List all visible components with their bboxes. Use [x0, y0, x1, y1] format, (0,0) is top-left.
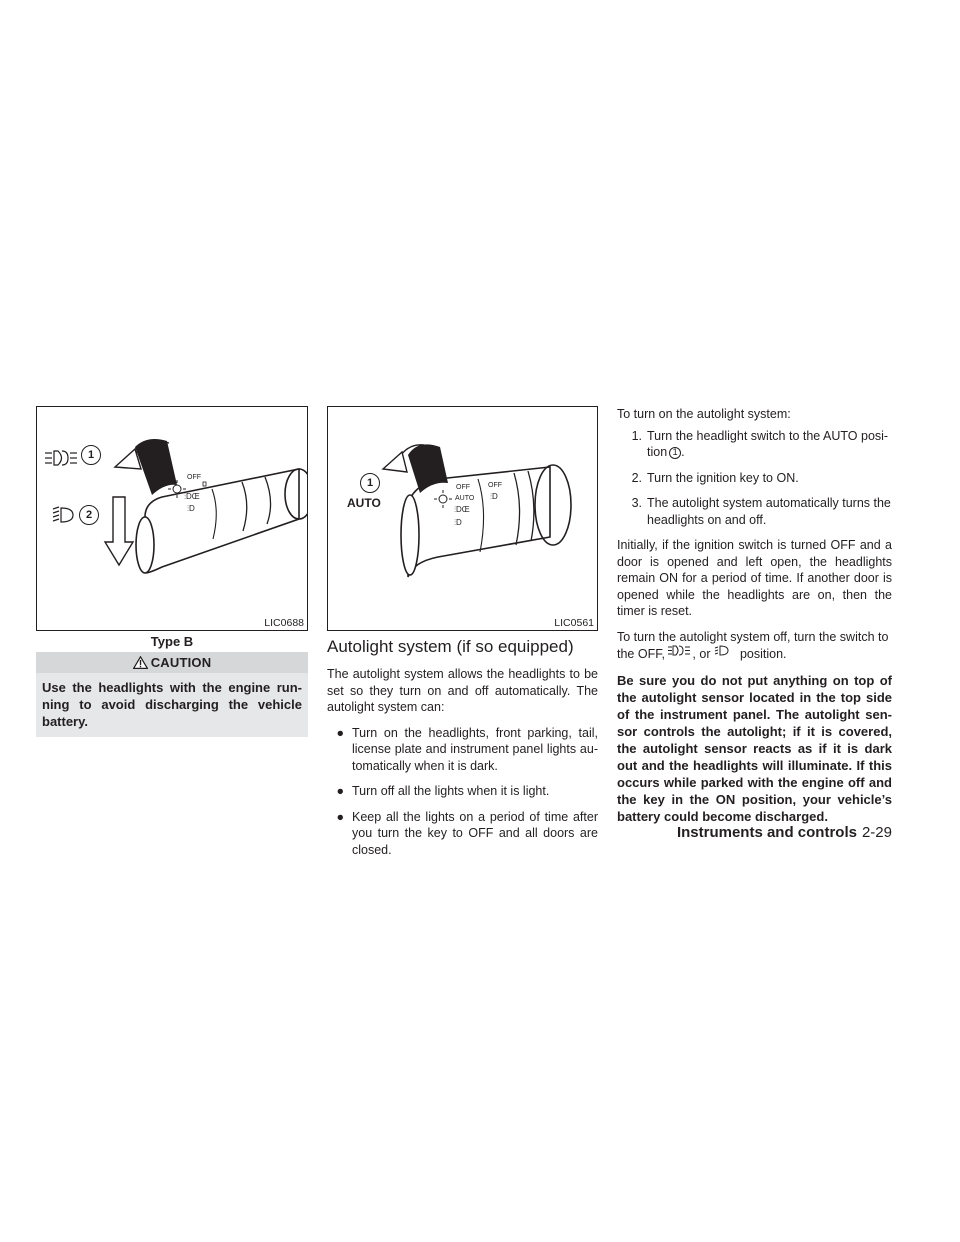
warning-triangle-icon	[133, 656, 148, 669]
turn-on-heading: To turn on the autolight system:	[617, 407, 791, 421]
intro-paragraph: The autolight system allows the headlights to be set so they turn on and off automatically. The autolight system can:	[327, 667, 598, 714]
caution-title: CAUTION	[150, 655, 212, 670]
svg-text:⫶DŒ: ⫶DŒ	[454, 505, 470, 514]
svg-text:⫶DŒ: ⫶DŒ	[184, 492, 200, 501]
list-item: ● Keep all the lights on a period of time after you turn the key to OFF and all doors are closed.	[327, 809, 598, 859]
auto-label: AUTO	[347, 496, 381, 510]
autolight-section	[327, 637, 598, 867]
dial-text-off-2: OFF	[488, 482, 502, 489]
page-number: 2-29	[861, 824, 892, 841]
list-item: ● Turn off all the lights when it is light.	[327, 783, 598, 800]
footer-section-title: Instruments and controls	[676, 824, 857, 841]
figure-caption: Type B	[150, 634, 194, 649]
step-item: 1. Turn the headlight switch to the AUTO posi-tion 1 .	[631, 428, 889, 459]
turn-off-paragraph: To turn the autolight system off, turn the switch to the OFF, , or position.	[617, 629, 889, 661]
svg-text:⫶D: ⫶D	[454, 518, 462, 527]
figure-headlight-switch-type-b	[36, 406, 308, 631]
step-item: 3. The autolight system automatically turns the headlights on and off.	[631, 496, 891, 527]
initially-paragraph: Initially, if the ignition switch is turned OFF and a door is opened and left open, the headlights remain ON for a period of time. If another door is opened while the headlights are on, then the timer is reset.	[617, 538, 892, 618]
warning-paragraph: Be sure you do not put anything on top of the autolight sensor located in the top side of the instrument panel. The autolight sen-sor controls the autolight; if it is covered, the autolight sensor reacts as if it is dark out and the headlights will illuminate. If this occurs while parked with the engine off and the key in the ON position, your vehicle’s battery could become discharged.	[617, 672, 892, 824]
page-footer	[560, 824, 892, 842]
bullet-icon: ●	[336, 784, 344, 798]
list-item: ● Turn on the headlights, front parking, tail, license plate and instrument panel lights au-tomatically when it is dark.	[327, 725, 598, 775]
caution-header	[36, 652, 308, 673]
autolight-switch-illustration	[328, 407, 597, 630]
callout-1: 1	[81, 445, 101, 465]
callout-2: 2	[79, 505, 99, 525]
circled-number-1-icon: 1	[669, 447, 681, 459]
figure-autolight-switch	[327, 406, 598, 631]
dial-text-off-1: OFF	[456, 484, 470, 491]
figure-code: LIC0688	[264, 617, 304, 629]
figure-code: LIC0561	[554, 617, 594, 629]
caution-body: Use the headlights with the engine run-ning to avoid discharging the vehicle battery.	[36, 673, 308, 737]
right-column	[617, 406, 892, 825]
callout-1: 1	[360, 473, 380, 493]
bullet-icon: ●	[336, 725, 344, 740]
svg-text:⫶D: ⫶D	[187, 504, 195, 513]
svg-text:⫶D: ⫶D	[490, 492, 498, 501]
headlight-symbol-icon	[668, 645, 692, 656]
section-title: Autolight system (if so equipped)	[327, 637, 574, 656]
headlight-switch-illustration	[37, 407, 307, 630]
dial-text-off: OFF	[187, 474, 201, 481]
caution-box	[36, 652, 308, 737]
parking-light-symbol-icon	[714, 645, 730, 656]
bullet-icon: ●	[336, 809, 344, 824]
dial-text-auto: AUTO	[455, 495, 475, 502]
step-item: 2. Turn the ignition key to ON.	[631, 470, 799, 485]
